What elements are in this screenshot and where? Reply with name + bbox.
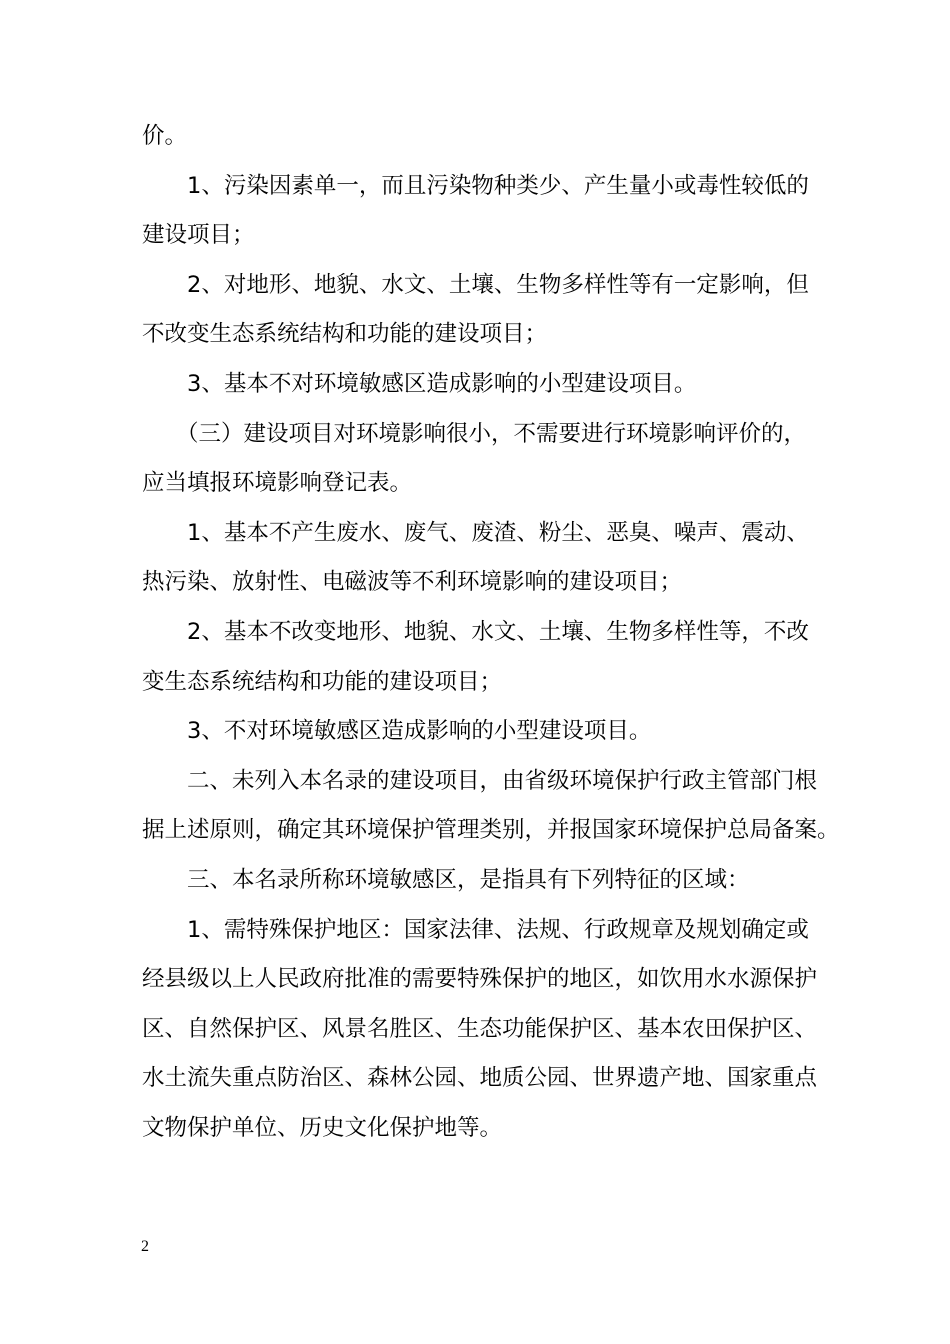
text-line: 热污染、放射性、电磁波等不利环境影响的建设项目；: [142, 569, 683, 596]
text-line: 水土流失重点防治区、森林公园、地质公园、世界遗产地、国家重点: [142, 1065, 818, 1092]
text-line: 2、对地形、地貌、水文、土壤、生物多样性等有一定影响，但: [187, 271, 809, 298]
page-number: 2: [141, 1238, 149, 1255]
text-line: 1、污染因素单一，而且污染物种类少、产生量小或毒性较低的: [187, 172, 809, 199]
text-line: 3、基本不对环境敏感区造成影响的小型建设项目。: [187, 370, 697, 397]
text-line: 区、自然保护区、风景名胜区、生态功能保护区、基本农田保护区、: [142, 1015, 818, 1042]
text-line: 3、不对环境敏感区造成影响的小型建设项目。: [187, 718, 652, 745]
text-line: 三、本名录所称环境敏感区，是指具有下列特征的区域：: [187, 866, 750, 893]
text-line: 经县级以上人民政府批准的需要特殊保护的地区，如饮用水水源保护: [142, 966, 818, 993]
text-line: 价。: [142, 123, 188, 149]
text-line: 应当填报环境影响登记表。: [142, 470, 413, 497]
text-line: （三）建设项目对环境影响很小，不需要进行环境影响评价的，: [176, 420, 807, 447]
text-line: 建设项目；: [142, 222, 255, 249]
text-line: 1、基本不产生废水、废气、废渣、粉尘、恶臭、噪声、震动、: [187, 519, 809, 546]
text-line: 据上述原则，确定其环境保护管理类别，并报国家环境保护总局备案。: [142, 817, 840, 844]
text-line: 二、未列入本名录的建设项目，由省级环境保护行政主管部门根: [187, 767, 818, 794]
text-line: 2、基本不改变地形、地貌、水文、土壤、生物多样性等，不改: [187, 618, 809, 645]
document-body: [142, 112, 840, 1153]
text-line: 文物保护单位、历史文化保护地等。: [142, 1114, 503, 1141]
text-line: 变生态系统结构和功能的建设项目；: [142, 668, 503, 695]
text-line: 1、需特殊保护地区：国家法律、法规、行政规章及规划确定或: [187, 916, 809, 943]
text-line: 不改变生态系统结构和功能的建设项目；: [142, 321, 548, 348]
